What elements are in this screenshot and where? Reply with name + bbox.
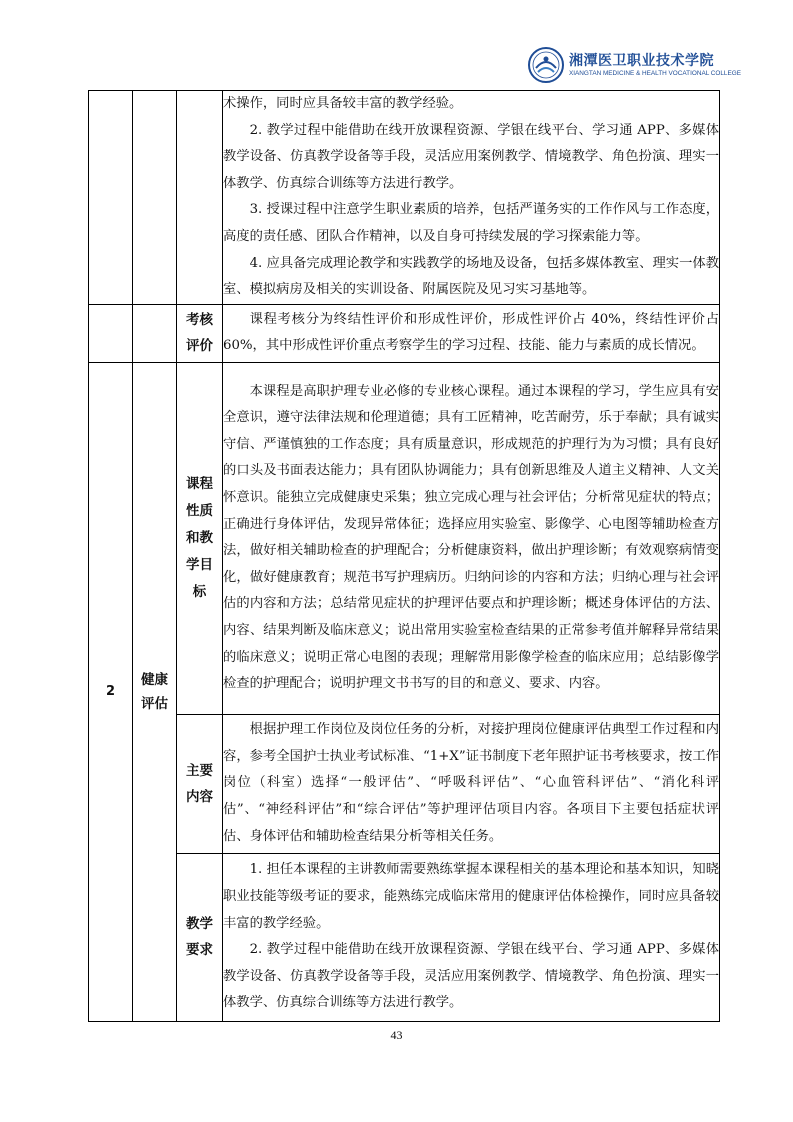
label-line: 性质: [186, 502, 213, 519]
paragraph: 术操作，同时应具备较丰富的教学经验。: [223, 96, 463, 111]
section-label-goals: [177, 362, 223, 714]
paragraph: 4. 应具备完成理论教学和实践教学的场地及设备，包括多媒体教室、理实一体教室、模拟病房及相关的实训设备、附属医院及见习实习基地等。: [223, 255, 719, 298]
logo-chinese-name: 湘潭医卫职业技术学院: [569, 53, 714, 69]
paragraph: 根据护理工作岗位及岗位任务的分析，对接护理岗位健康评估典型工作过程和内容，参考全国护士执业考试标准、“1+X”证书制度下老年照护证书考核要求，按工作岗位（科室）选择“一般评估”、“呼吸科评估”、“心血管科评估”、“消化科评估”、“神经科评估”和“综合评估”等护理评估项目内容。各项目下主要包括症状评估、身体评估和辅助检查结果分析等相关任务。: [223, 722, 719, 844]
college-emblem-icon: [527, 46, 565, 84]
course-number: 2: [89, 362, 133, 1021]
label-line: 考核: [186, 312, 213, 329]
page-number: 43: [390, 1028, 403, 1042]
table-row: [89, 304, 720, 362]
section-label-teaching: [177, 853, 223, 1021]
section-label-content: [177, 714, 223, 853]
label-line: 和教: [186, 529, 213, 546]
label-line: 标: [192, 583, 207, 600]
label-line: 主要: [186, 762, 213, 779]
module-line: 评估: [141, 695, 168, 712]
label-line: 评价: [186, 338, 213, 355]
table-row: [89, 853, 720, 1021]
label-line: 学目: [186, 556, 213, 573]
college-logo: [527, 46, 741, 86]
paragraph: 2. 教学过程中能借助在线开放课程资源、学银在线平台、学习通 APP、多媒体教学设备、仿真教学设备等手段，灵活应用案例教学、情境教学、角色扮演、理实一体教学、仿真综合训练等方法进行教学。: [223, 942, 719, 1011]
course-table: [88, 90, 720, 1022]
teaching-requirements-continued: [223, 91, 720, 305]
course-module-name: [133, 362, 177, 1021]
label-line: 课程: [186, 475, 213, 492]
module-line: 健康: [141, 671, 168, 688]
table-row: [89, 91, 720, 305]
course-module-cell: [133, 304, 177, 362]
paragraph: 1. 担任本课程的主讲教师需要熟练掌握本课程相关的基本理论和基本知识，知晓职业技能等级考证的要求，能熟练完成临床常用的健康评估体检操作，同时应具备较丰富的教学经验。: [223, 862, 719, 931]
table-row: [89, 362, 720, 714]
content-text: [223, 714, 720, 853]
section-label-assessment: [177, 304, 223, 362]
logo-english-name: XIANGTAN MEDICINE & HEALTH VOCATIONAL COLLEGE: [569, 70, 741, 77]
label-line: 教学: [186, 916, 213, 933]
label-line: 要求: [186, 942, 213, 959]
paragraph: 2. 教学过程中能借助在线开放课程资源、学银在线平台、学习通 APP、多媒体教学设备、仿真教学设备等手段，灵活应用案例教学、情境教学、角色扮演、理实一体教学、仿真综合训练等方法进行教学。: [223, 122, 719, 191]
section-label-cell: [177, 91, 223, 305]
course-number-cell: [89, 91, 133, 305]
label-line: 内容: [186, 788, 213, 805]
paragraph: 课程考核分为终结性评价和形成性评价，形成性评价占 40%，终结性评价占 60%，其中形成性评价重点考察学生的学习过程、技能、能力与素质的成长情况。: [223, 311, 719, 354]
paragraph: 3. 授课过程中注意学生职业素质的培养，包括严谨务实的工作作风与工作态度，高度的责任感、团队合作精神，以及自身可持续发展的学习探索能力等。: [223, 202, 719, 244]
paragraph: 本课程是高职护理专业必修的专业核心课程。通过本课程的学习，学生应具有安全意识，遵守法律法规和伦理道德；具有工匠精神，吃苦耐劳，乐于奉献；具有诚实守信、严谨慎独的工作态度；具有质量意识，形成规范的护理行为为习惯；具有良好的口头及书面表达能力；具有团队协调能力；具有创新思维及人道主义精神、人文关怀意识。能独立完成健康史采集；独立完成心理与社会评估；分析常见症状的特点；正确进行身体评估，发现异常体征；选择应用实验室、影像学、心电图等辅助检查方法，做好相关辅助检查的护理配合；分析健康资料，做出护理诊断；有效观察病情变化，做好健康教育；规范书写护理病历。归纳问诊的内容和方法；归纳心理与社会评估的内容和方法；总结常见症状的护理评估要点和护理诊断；概述身体评估的方法、内容、结果判断及临床意义；说出常用实验室检查结果的正常参考值并解释异常结果的临床意义；说明正常心电图的表现；理解常用影像学检查的临床应用；总结影像学检查的护理配合；说明护理文书书写的目的和意义、要求、内容。: [223, 383, 719, 692]
course-module-cell: [133, 91, 177, 305]
table-row: [89, 714, 720, 853]
assessment-text: [223, 304, 720, 362]
course-number-cell: [89, 304, 133, 362]
goals-text: [223, 362, 720, 714]
teaching-requirements-text: [223, 853, 720, 1021]
